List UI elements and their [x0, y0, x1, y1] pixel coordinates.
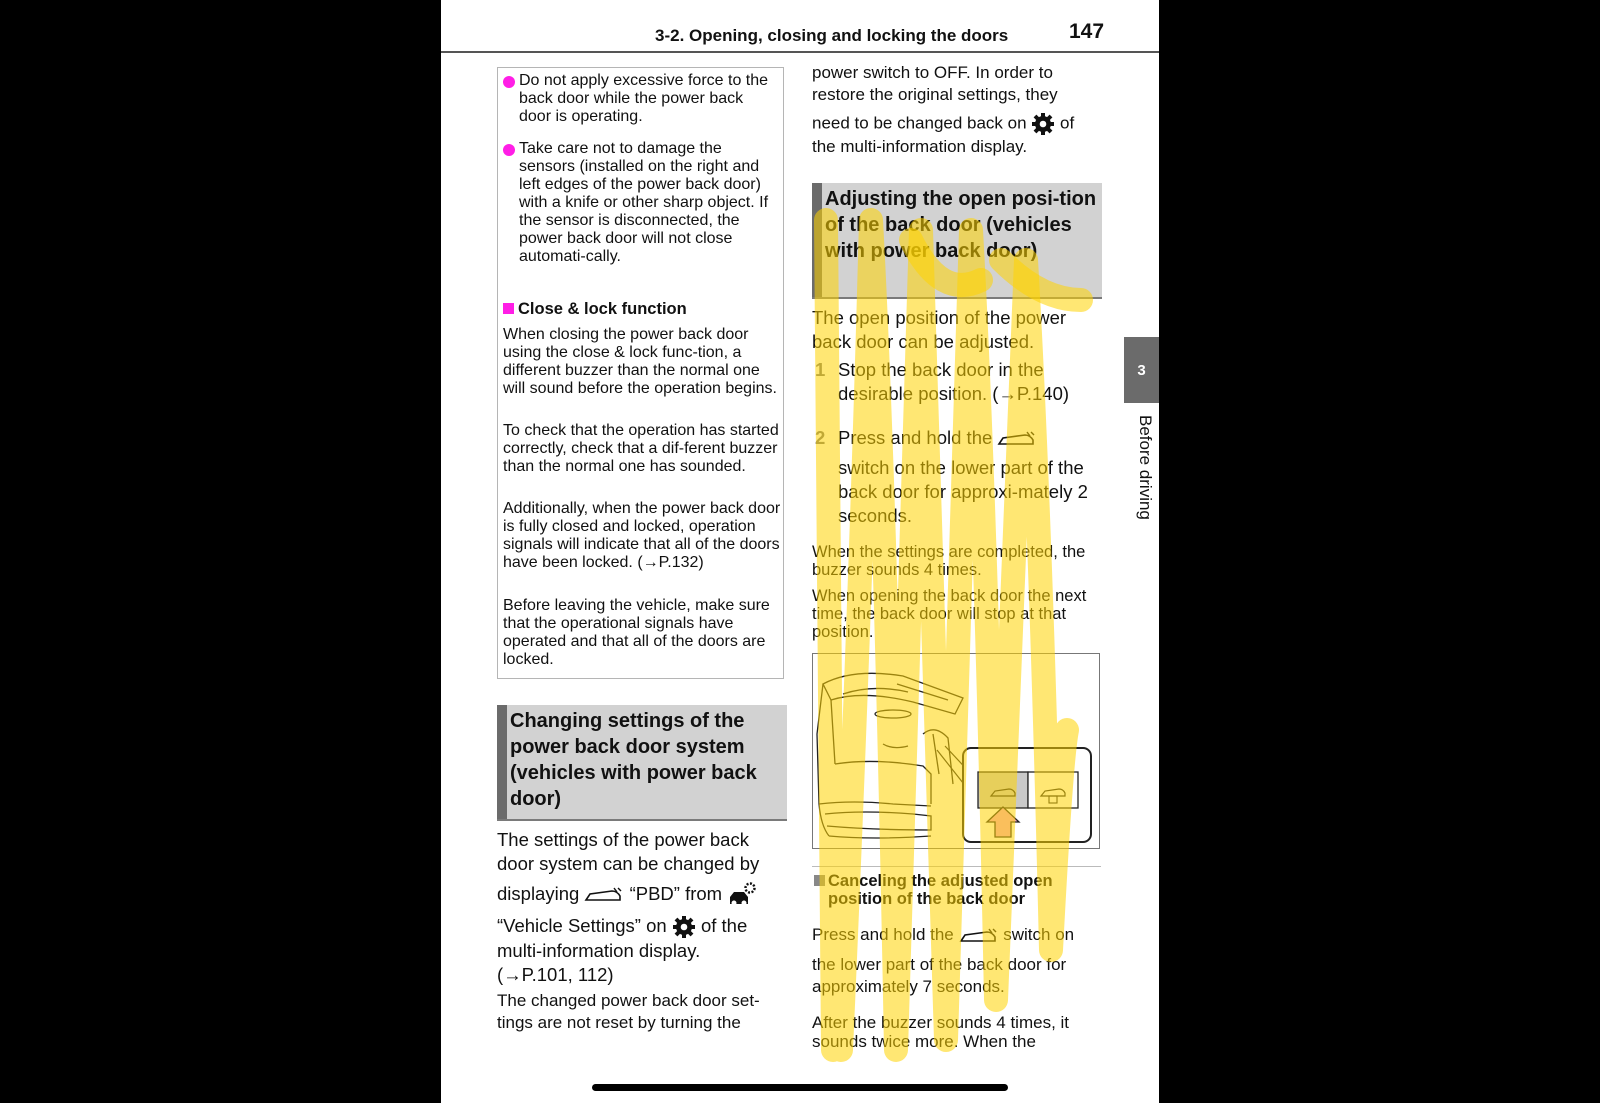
home-indicator	[592, 1084, 1008, 1091]
section-title: 3-2. Opening, closing and locking the doors	[655, 26, 1009, 45]
close-lock-heading: Close & lock function	[503, 300, 687, 319]
square-bullet-icon	[503, 303, 514, 314]
close-lock-paragraph: Additionally, when the power back door is fully closed and locked, operation signals will indicate that all of the doors have been locked. (→P.132)	[503, 500, 781, 571]
bullet-dot-icon	[503, 144, 515, 156]
gear-icon	[672, 915, 696, 939]
vehicle-rear-drawing	[813, 654, 1099, 848]
subsection-divider	[812, 866, 1101, 867]
changing-settings-heading: Changing settings of the power back door system (vehicles with power back door)	[497, 705, 787, 821]
vehicle-settings-icon	[727, 882, 757, 908]
close-lock-paragraph: Before leaving the vehicle, make sure that the operational signals have operated and that all of the doors are locked.	[503, 597, 770, 668]
page-number: 147	[1069, 20, 1105, 43]
chapter-label: Before driving	[1136, 415, 1155, 520]
back-door-switch-icon	[997, 429, 1037, 449]
settings-complete-note: When the settings are completed, the buzzer sounds 4 times.	[812, 543, 1086, 579]
gear-icon	[1031, 112, 1055, 136]
adjusting-position-heading: Adjusting the open posi-tion of the back door (vehicles with power back door)	[812, 183, 1102, 299]
cancel-buzzer-note: After the buzzer sounds 4 times, it sounds twice more. When the	[812, 1013, 1070, 1051]
restore-text: power switch to OFF. In order to restore the original settings, they need to be changed back on of the multi-information display.	[812, 63, 1075, 156]
manual-page: 3-2. Opening, closing and locking the doors 147 3 Before driving Do not apply excessive force to the back door while the power back door is operating. Take care not to damage the sensors (installed on the right and left edges of the power back door) with a knife or other sharp object. If the sensor is disconnected, the power back door will not close automati-cally. Close & lock function When closing the power back door using the close & lock func-tion, a different buzzer than the normal one will sound before the operation begins. To check that the operation has started correctly, check that a dif-ferent buzzer than the normal one has sounded. Additionally, when the power back door is fully closed and locked, operation signals will indicate that all of the doors have been locked. (→P.132) Before leaving the vehicle, make sure that the operational signals have operated and that all of the doors are locked. Changing settings of the power back door system (vehicles with power back door) The settings of the power back door system can be changed by displaying “PBD” from “Vehicle Settings” on of the multi-information display. (→P.101, 112) The changed power back door set-tings are not reset by turning the power switch to OFF. In order to restore the original settings, they need to be changed back on of the multi-information display. Adjusting the open posi-tion of the back door (vehicles with power back door) The open position of the power back door can be adjusted. 1 Stop the back door in the desirable position. (→P.140) 2 Press and hold the switch on the lower part of the back door for approxi-mately 2 seconds. When the settings are completed, the buzzer sounds 4 times. When opening the back door the next time, the back door will stop at that position. Canceling the adjusted open position of the back door Press and hold the switch on the lower part of the back door for approximately 7 seconds. After the buzzer sounds 4 times, it sounds twice more. When the	[441, 0, 1159, 1103]
back-door-switch-icon	[959, 926, 999, 946]
close-lock-paragraph: To check that the operation has started correctly, check that a dif-ferent buzzer than the normal one has sounded.	[503, 422, 779, 475]
header-divider	[441, 51, 1159, 53]
caution-box: Do not apply excessive force to the back door while the power back door is operating. Take care not to damage the sensors (installed on the right and left edges of the power back door) with a knife or other sharp object. If the sensor is disconnected, the power back door will not close automati-cally. Close & lock function When closing the power back door using the close & lock func-tion, a different buzzer than the normal one will sound before the operation begins. To check that the operation has started correctly, check that a dif-ferent buzzer than the normal one has sounded. Additionally, when the power back door is fully closed and locked, operation signals will indicate that all of the doors have been locked. (→P.132) Before leaving the vehicle, make sure that the operational signals have operated and that all of the doors are locked.	[497, 67, 784, 679]
back-door-switch-icon	[584, 885, 624, 905]
changing-settings-note: The changed power back door set-tings are not reset by turning the	[497, 991, 760, 1032]
next-opening-note: When opening the back door the next time, the back door will stop at that position.	[812, 587, 1087, 641]
changing-settings-text: The settings of the power back door system can be changed by displaying “PBD” from “Vehicle Settings” on of the multi-information display. (→P.101, 112)	[497, 829, 760, 986]
cancel-instructions: Press and hold the switch on the lower part of the back door for approximately 7 seconds.	[812, 925, 1075, 996]
square-bullet-icon	[814, 875, 825, 886]
back-door-illustration	[812, 653, 1100, 849]
bullet-dot-icon	[503, 76, 515, 88]
chapter-tab: 3	[1124, 337, 1159, 403]
close-lock-paragraph: When closing the power back door using the close & lock func-tion, a different buzzer than the normal one will sound before the operation begins.	[503, 326, 777, 397]
adjusting-intro: The open position of the power back door can be adjusted.	[812, 307, 1067, 352]
